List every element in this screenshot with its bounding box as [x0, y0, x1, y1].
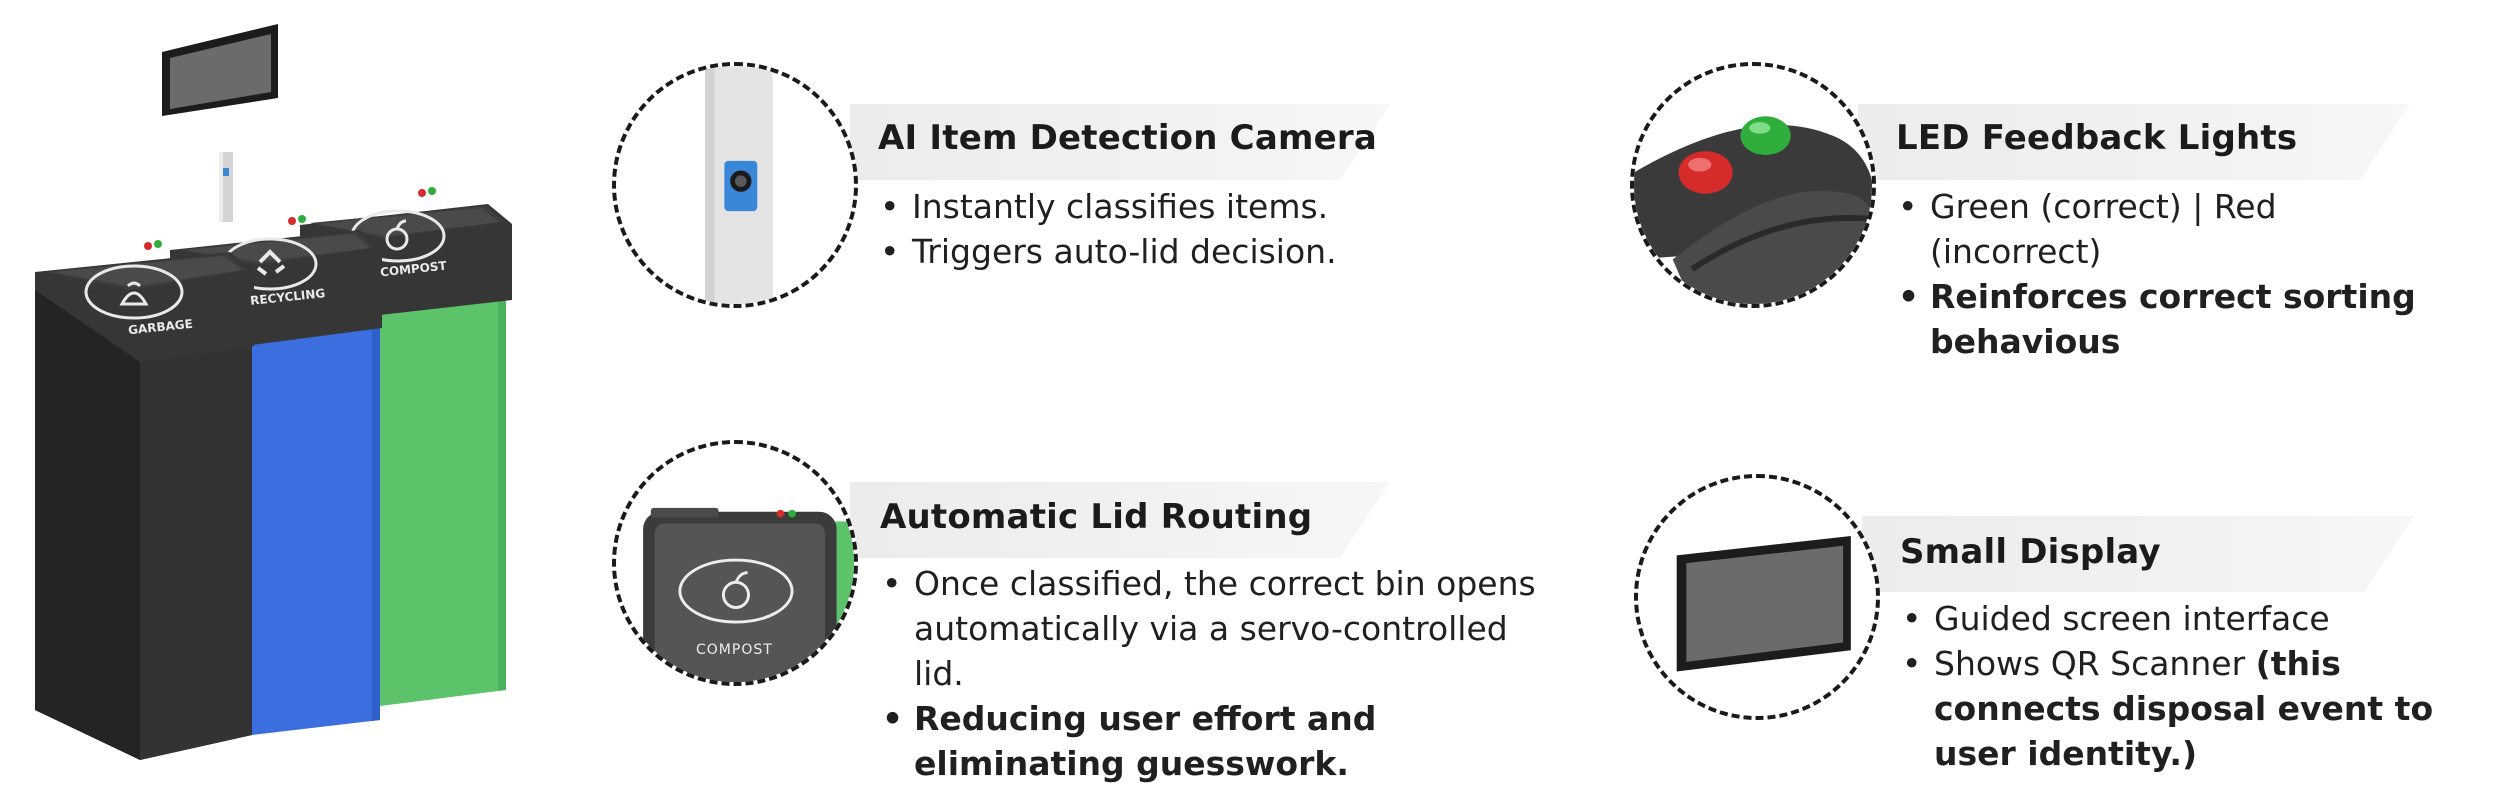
feature-led-bullets: [1896, 184, 2456, 364]
bin-label-compost: COMPOST: [379, 258, 448, 280]
bin-illustration: [20, 10, 540, 770]
feature-lid-title: Automatic Lid Routing: [880, 497, 1313, 537]
feature-lid-bullets: [880, 561, 1560, 786]
feature-camera-circle: [612, 62, 858, 308]
feature-display-title: Small Display: [1900, 532, 2161, 572]
feature-camera-title: AI Item Detection Camera: [878, 118, 1377, 158]
bullet-bold-text: (this connects disposal event to user identity.): [1934, 644, 2434, 773]
camera-post: [219, 152, 233, 222]
feature-led-circle: [1630, 62, 1876, 308]
bullet-item: [1900, 641, 2500, 776]
top-display-screen: [162, 24, 278, 116]
bullet-item: • Once classified, the correct bin opens automatically via a servo-controlled lid.: [880, 561, 1560, 696]
bullet-item: • Reinforces correct sorting behavious: [1896, 274, 2456, 364]
feature-led-title: LED Feedback Lights: [1896, 118, 2298, 158]
bins-svg: [20, 10, 540, 770]
bin-label-garbage: GARBAGE: [127, 316, 194, 338]
display-icon: [1638, 478, 1876, 716]
bullet-item: • Reducing user effort and eliminating guesswork.: [880, 696, 1560, 786]
bin-label-recycling: RECYCLING: [249, 286, 326, 308]
led-lights-icon: [1634, 66, 1872, 304]
garbage-bin: [35, 240, 254, 760]
feature-display-bullets: [1900, 596, 2500, 776]
bullet-item: • Green (correct) | Red (incorrect): [1896, 184, 2456, 274]
feature-lid-circle: [612, 440, 858, 686]
camera-icon: [616, 66, 854, 304]
bullet-text: Shows QR Scanner: [1934, 644, 2256, 683]
inset-compost-label: COMPOST: [696, 642, 773, 658]
feature-display-circle: [1634, 474, 1880, 720]
bullet-item: • Triggers auto-lid decision.: [878, 229, 1398, 274]
bullet-item: • Guided screen interface: [1900, 596, 2500, 641]
feature-camera-bullets: [878, 184, 1398, 274]
bullet-item: • Instantly classifies items.: [878, 184, 1398, 229]
